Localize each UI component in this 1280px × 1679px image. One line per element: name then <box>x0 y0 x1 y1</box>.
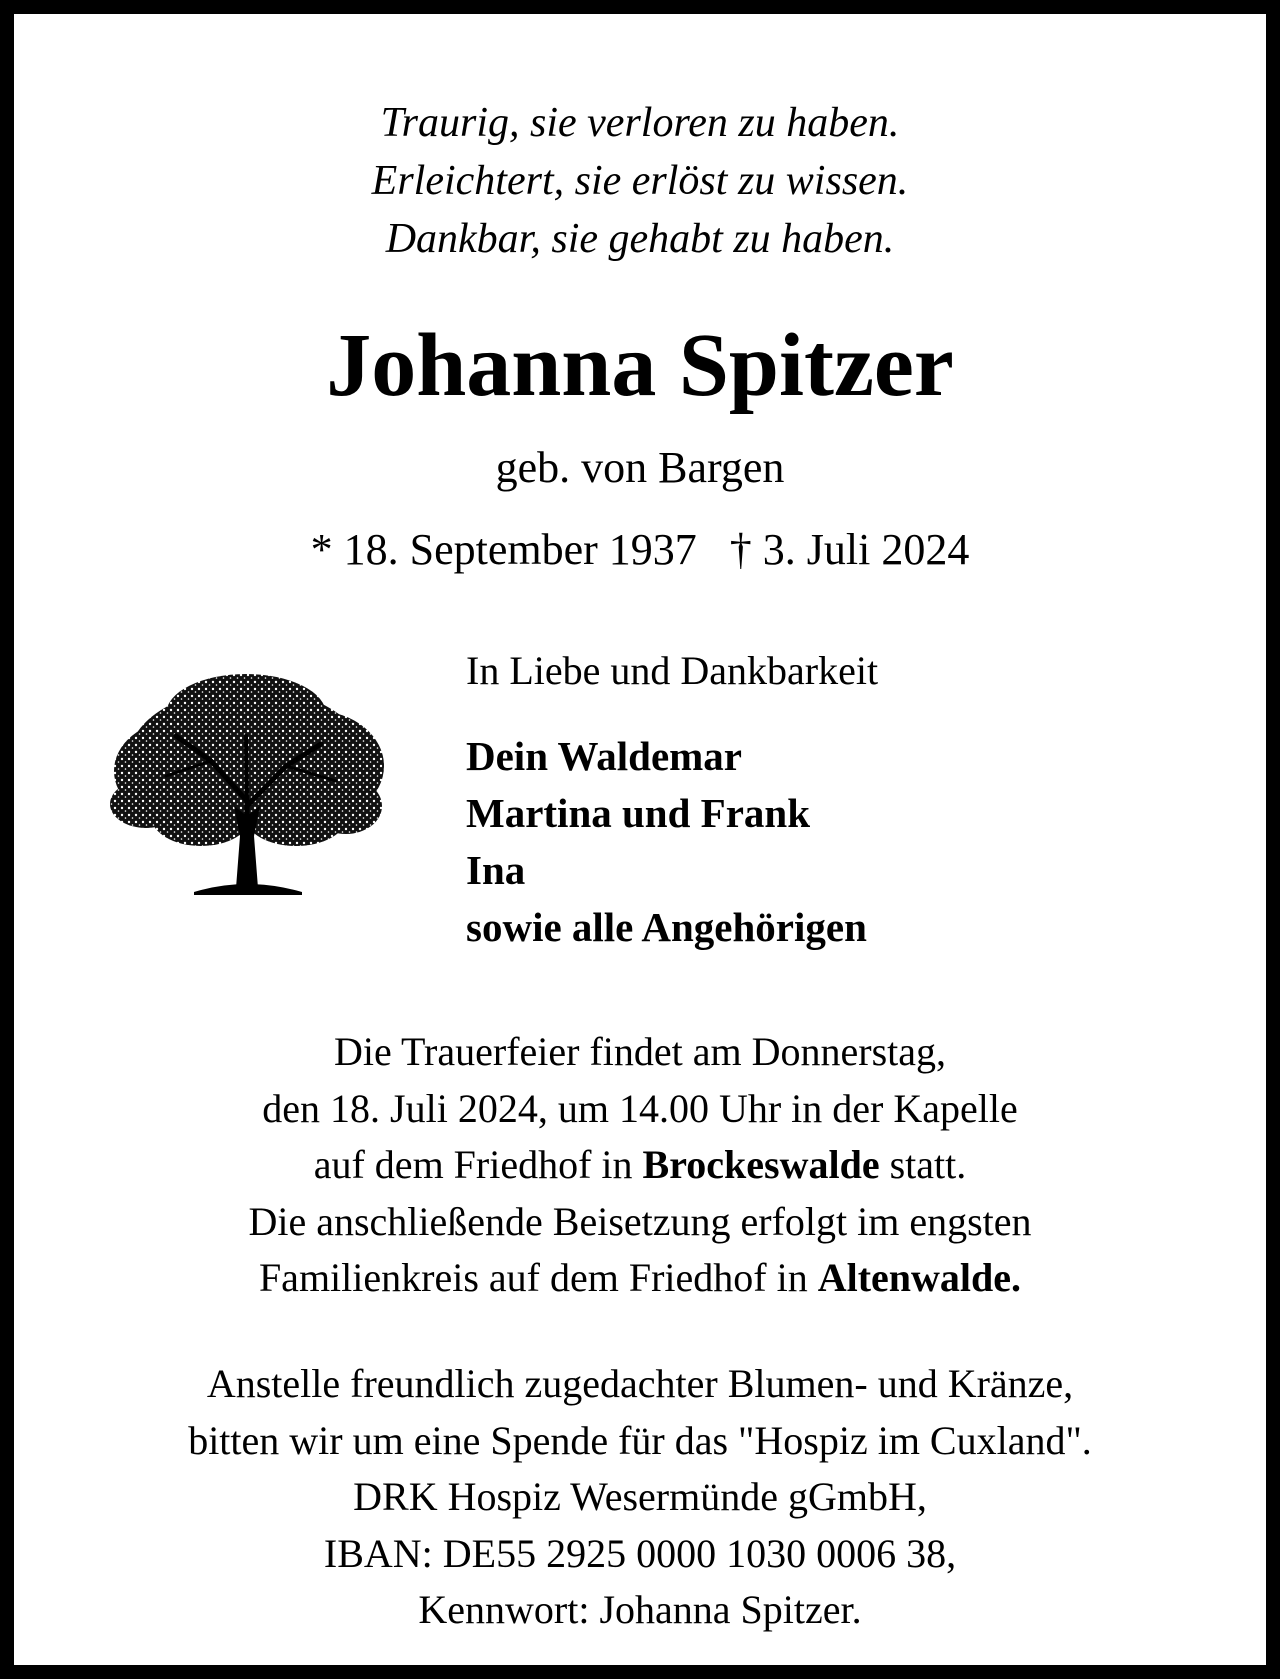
service-info <box>14 1024 1266 1307</box>
service-text: statt. <box>879 1142 967 1187</box>
donation-keyword: Kennwort: Johanna Spitzer. <box>418 1587 862 1632</box>
maiden-name: geb. von Bargen <box>495 443 785 492</box>
family-member: Dein Waldemar <box>466 733 742 779</box>
family-intro: In Liebe und Dankbarkeit <box>466 648 879 693</box>
service-line: Die anschließende Beisetzung erfolgt im engsten <box>248 1198 1032 1244</box>
poem-line: Dankbar, sie gehabt zu haben. <box>385 216 895 262</box>
deceased-name: Johanna Spitzer <box>326 316 954 415</box>
donation-line: DRK Hospiz Wesermünde gGmbH, <box>353 1474 927 1519</box>
service-line <box>14 1137 1266 1194</box>
iban: IBAN: DE55 2925 0000 1030 0006 38, <box>323 1530 957 1576</box>
service-line: den 18. Juli 2024, um 14.00 Uhr in der Kapelle <box>262 1085 1018 1131</box>
family-member: Ina <box>466 847 526 893</box>
death-date: † 3. Juli 2024 <box>729 525 970 574</box>
chapel-location: Brockeswalde <box>642 1142 880 1187</box>
donation-line: Anstelle freundlich zugedachter Blumen- und Kränze, <box>206 1361 1074 1406</box>
birth-date: * 18. September 1937 <box>310 525 697 574</box>
life-dates <box>14 522 1266 578</box>
poem <box>14 94 1266 268</box>
burial-location: Altenwalde. <box>817 1255 1022 1300</box>
donation-line: bitten wir um eine Spende für das "Hospiz im Cuxland". <box>188 1417 1092 1463</box>
family-member: Martina und Frank <box>466 790 810 836</box>
family-block <box>466 644 878 956</box>
service-text: Familienkreis auf dem Friedhof in <box>258 1255 818 1300</box>
tree-icon <box>106 666 388 906</box>
poem-line: Traurig, sie verloren zu haben. <box>380 100 900 146</box>
service-line: Die Trauerfeier findet am Donnerstag, <box>333 1029 947 1074</box>
poem-line: Erleichtert, sie erlöst zu wissen. <box>371 158 909 204</box>
service-line <box>14 1250 1266 1307</box>
family-member: sowie alle Angehörigen <box>466 904 867 950</box>
service-text: auf dem Friedhof in <box>313 1142 643 1187</box>
donation-info <box>14 1356 1266 1639</box>
